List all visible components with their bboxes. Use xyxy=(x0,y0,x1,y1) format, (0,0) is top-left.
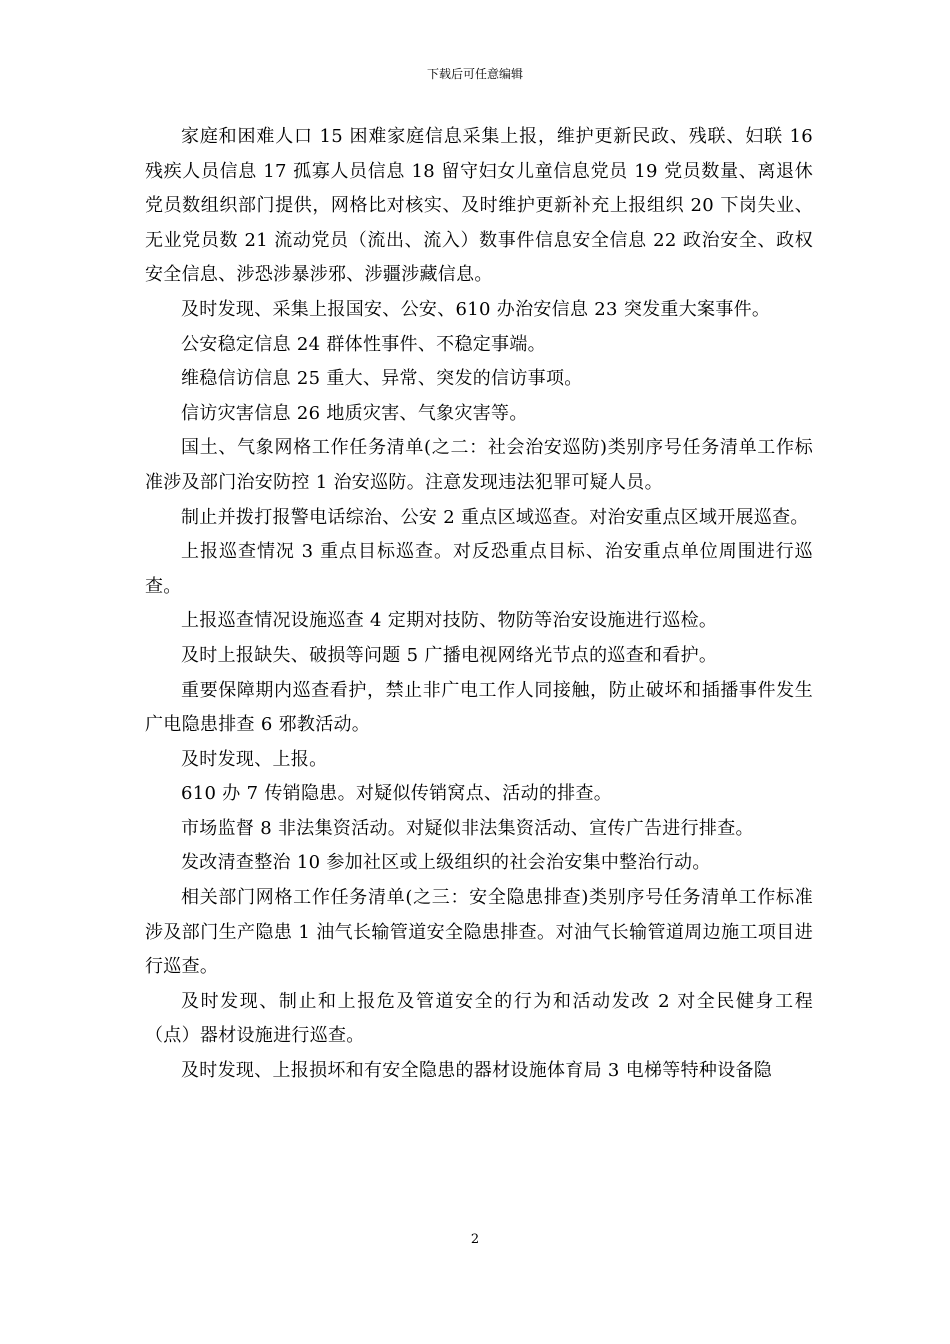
paragraph: 及时发现、上报。 xyxy=(181,748,328,770)
paragraph: 制止并拨打报警电话综治、公安 2 重点区域巡查。对治安重点区域开展巡查。 xyxy=(181,506,809,528)
paragraph: 及时发现、采集上报国安、公安、610 办治安信息 23 突发重大案事件。 xyxy=(181,298,771,320)
paragraph: 及时发现、制止和上报危及管道安全的行为和活动发改 2 对全民健身工程（点）器材设施进行巡查。 xyxy=(145,990,813,1047)
paragraph: 国土、气象网格工作任务清单(之二：社会治安巡防)类别序号任务清单工作标准涉及部门治安防控 1 治安巡防。注意发现违法犯罪可疑人员。 xyxy=(145,437,813,493)
paragraph: 及时发现、上报损坏和有安全隐患的器材设施体育局 3 电梯等特种设备隐 xyxy=(181,1060,773,1082)
paragraph: 信访灾害信息 26 地质灾害、气象灾害等。 xyxy=(181,402,528,424)
paragraph: 公安稳定信息 24 群体性事件、不稳定事端。 xyxy=(181,333,546,355)
paragraph: 上报巡查情况设施巡查 4 定期对技防、物防等治安设施进行巡检。 xyxy=(181,610,718,632)
paragraph: 家庭和困难人口 15 困难家庭信息采集上报，维护更新民政、残联、妇联 16 残疾人员信息 17 孤寡人员信息 18 留守妇女儿童信息党员 19 党员数量、离退休党员数组织部门提供，网格比对核实、及时维护更新补充上报组织 20 下岗失业、无业党员数 21 流动党员（流出、流入）数事件信息安全信息 22 政治安全、政权安全信息、涉恐涉暴涉邪、涉疆涉藏信息。 xyxy=(145,126,813,286)
paragraph: 上报巡查情况 3 重点目标巡查。对反恐重点目标、治安重点单位周围进行巡查。 xyxy=(145,541,813,597)
paragraph: 市场监督 8 非法集资活动。对疑似非法集资活动、宣传广告进行排查。 xyxy=(181,817,754,839)
paragraph: 610 办 7 传销隐患。对疑似传销窝点、活动的排查。 xyxy=(181,783,613,805)
paragraph: 重要保障期内巡查看护，禁止非广电工作人同接触，防止破坏和插播事件发生广电隐患排查 6 邪教活动。 xyxy=(145,679,813,736)
paragraph: 发改清查整治 10 参加社区或上级组织的社会治安集中整治行动。 xyxy=(181,852,711,874)
page-header: 下载后可任意编辑 xyxy=(426,67,523,81)
page-number: 2 xyxy=(470,1232,480,1247)
paragraph: 相关部门网格工作任务清单(之三：安全隐患排查)类别序号任务清单工作标准涉及部门生产隐患 1 油气长输管道安全隐患排查。对油气长输管道周边施工项目进行巡查。 xyxy=(145,887,813,978)
paragraph: 及时上报缺失、破损等问题 5 广播电视网络光节点的巡查和看护。 xyxy=(181,644,718,666)
paragraph: 维稳信访信息 25 重大、异常、突发的信访事项。 xyxy=(181,368,583,390)
document-body xyxy=(145,120,813,1089)
